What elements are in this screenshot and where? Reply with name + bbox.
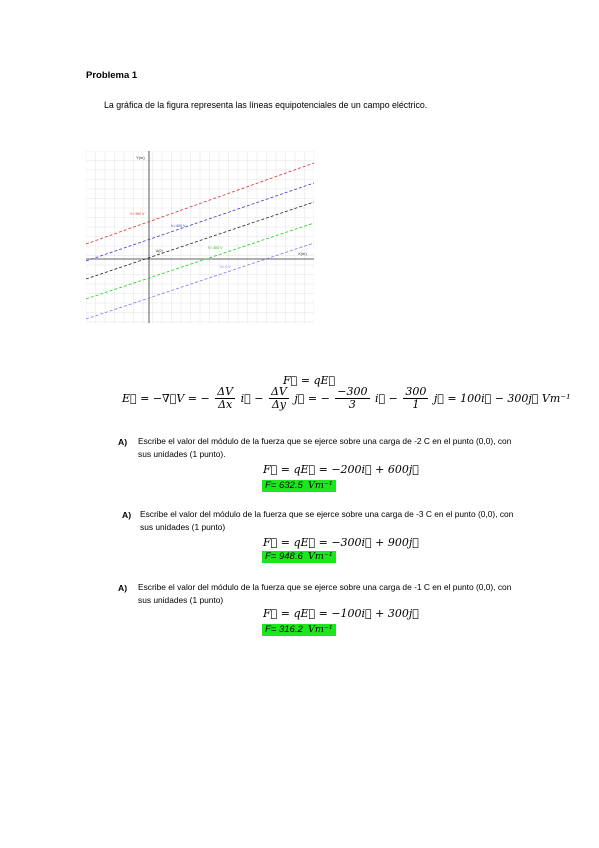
- question-1-label: A): [118, 437, 128, 447]
- problem-title: Problema 1: [86, 70, 138, 81]
- axis-x-label: X(m): [298, 251, 307, 256]
- question-2-text: Escribe el valor del módulo de la fuerza que se ejerce sobre una carga de -3 C en el punto (0,0), con sus unidades (1 punto): [140, 509, 514, 532]
- field-mid3: i⃗ −: [375, 392, 398, 406]
- field-mid2: j⃗ = −: [294, 392, 330, 406]
- field-mid1: i⃗ −: [240, 392, 264, 406]
- question-3-answer: F= 316.2 Vm⁻¹: [262, 624, 336, 636]
- figure-grid: [86, 151, 314, 323]
- field-equation: [122, 386, 571, 411]
- fraction-dv-dx: $\frac{\Delta V}{\Delta x}$: [217, 385, 234, 412]
- axis-y-label: Y(m): [136, 155, 145, 160]
- question-1-text: Escribe el valor del módulo de la fuerza que se ejerce sobre una carga de -2 C en el punto (0,0), con sus unidades (1 punto).: [138, 436, 512, 459]
- question-3-text: Escribe el valor del módulo de la fuerza que se ejerce sobre una carga de -1 C en el punto (0,0), con sus unidades (1 punto): [138, 582, 512, 605]
- question-3-label: A): [118, 583, 128, 593]
- force-equation: F⃗ = qE⃗: [283, 374, 336, 387]
- question-2-label: A): [122, 510, 132, 520]
- fraction-300-1: $\frac{300}{1}$: [405, 385, 427, 412]
- field-lhs: E⃗ = −∇⃗V = −: [122, 392, 210, 406]
- origin-label: A(0): [156, 249, 163, 253]
- line-label-red: V= 900 V: [130, 212, 145, 216]
- equipotential-figure: [86, 151, 314, 323]
- question-2-answer: F= 948.6 Vm⁻¹: [262, 551, 336, 563]
- line-label-blue: V= 600 V: [171, 224, 186, 228]
- line-label-green: V= 300 V: [208, 246, 223, 250]
- question-2-equation: F⃗ = qE⃗ = −300i⃗ + 900j⃗: [263, 536, 419, 549]
- line-label-violet: V= 0 V: [220, 265, 231, 269]
- field-rhs: j⃗ = 100i⃗ − 300j⃗ Vm⁻¹: [433, 392, 571, 406]
- question-1-answer: F= 632.5 Vm⁻¹: [262, 480, 336, 492]
- fraction-300-3: $\frac{-300}{3}$: [337, 385, 368, 412]
- problem-intro: La gráfica de la figura representa las líneas equipotenciales de un campo eléctrico.: [104, 100, 428, 110]
- question-1-equation: F⃗ = qE⃗ = −200i⃗ + 600j⃗: [263, 463, 419, 476]
- fraction-dv-dy: $\frac{\Delta V}{\Delta y}$: [270, 385, 287, 412]
- question-3-equation: F⃗ = qE⃗ = −100i⃗ + 300j⃗: [263, 607, 419, 620]
